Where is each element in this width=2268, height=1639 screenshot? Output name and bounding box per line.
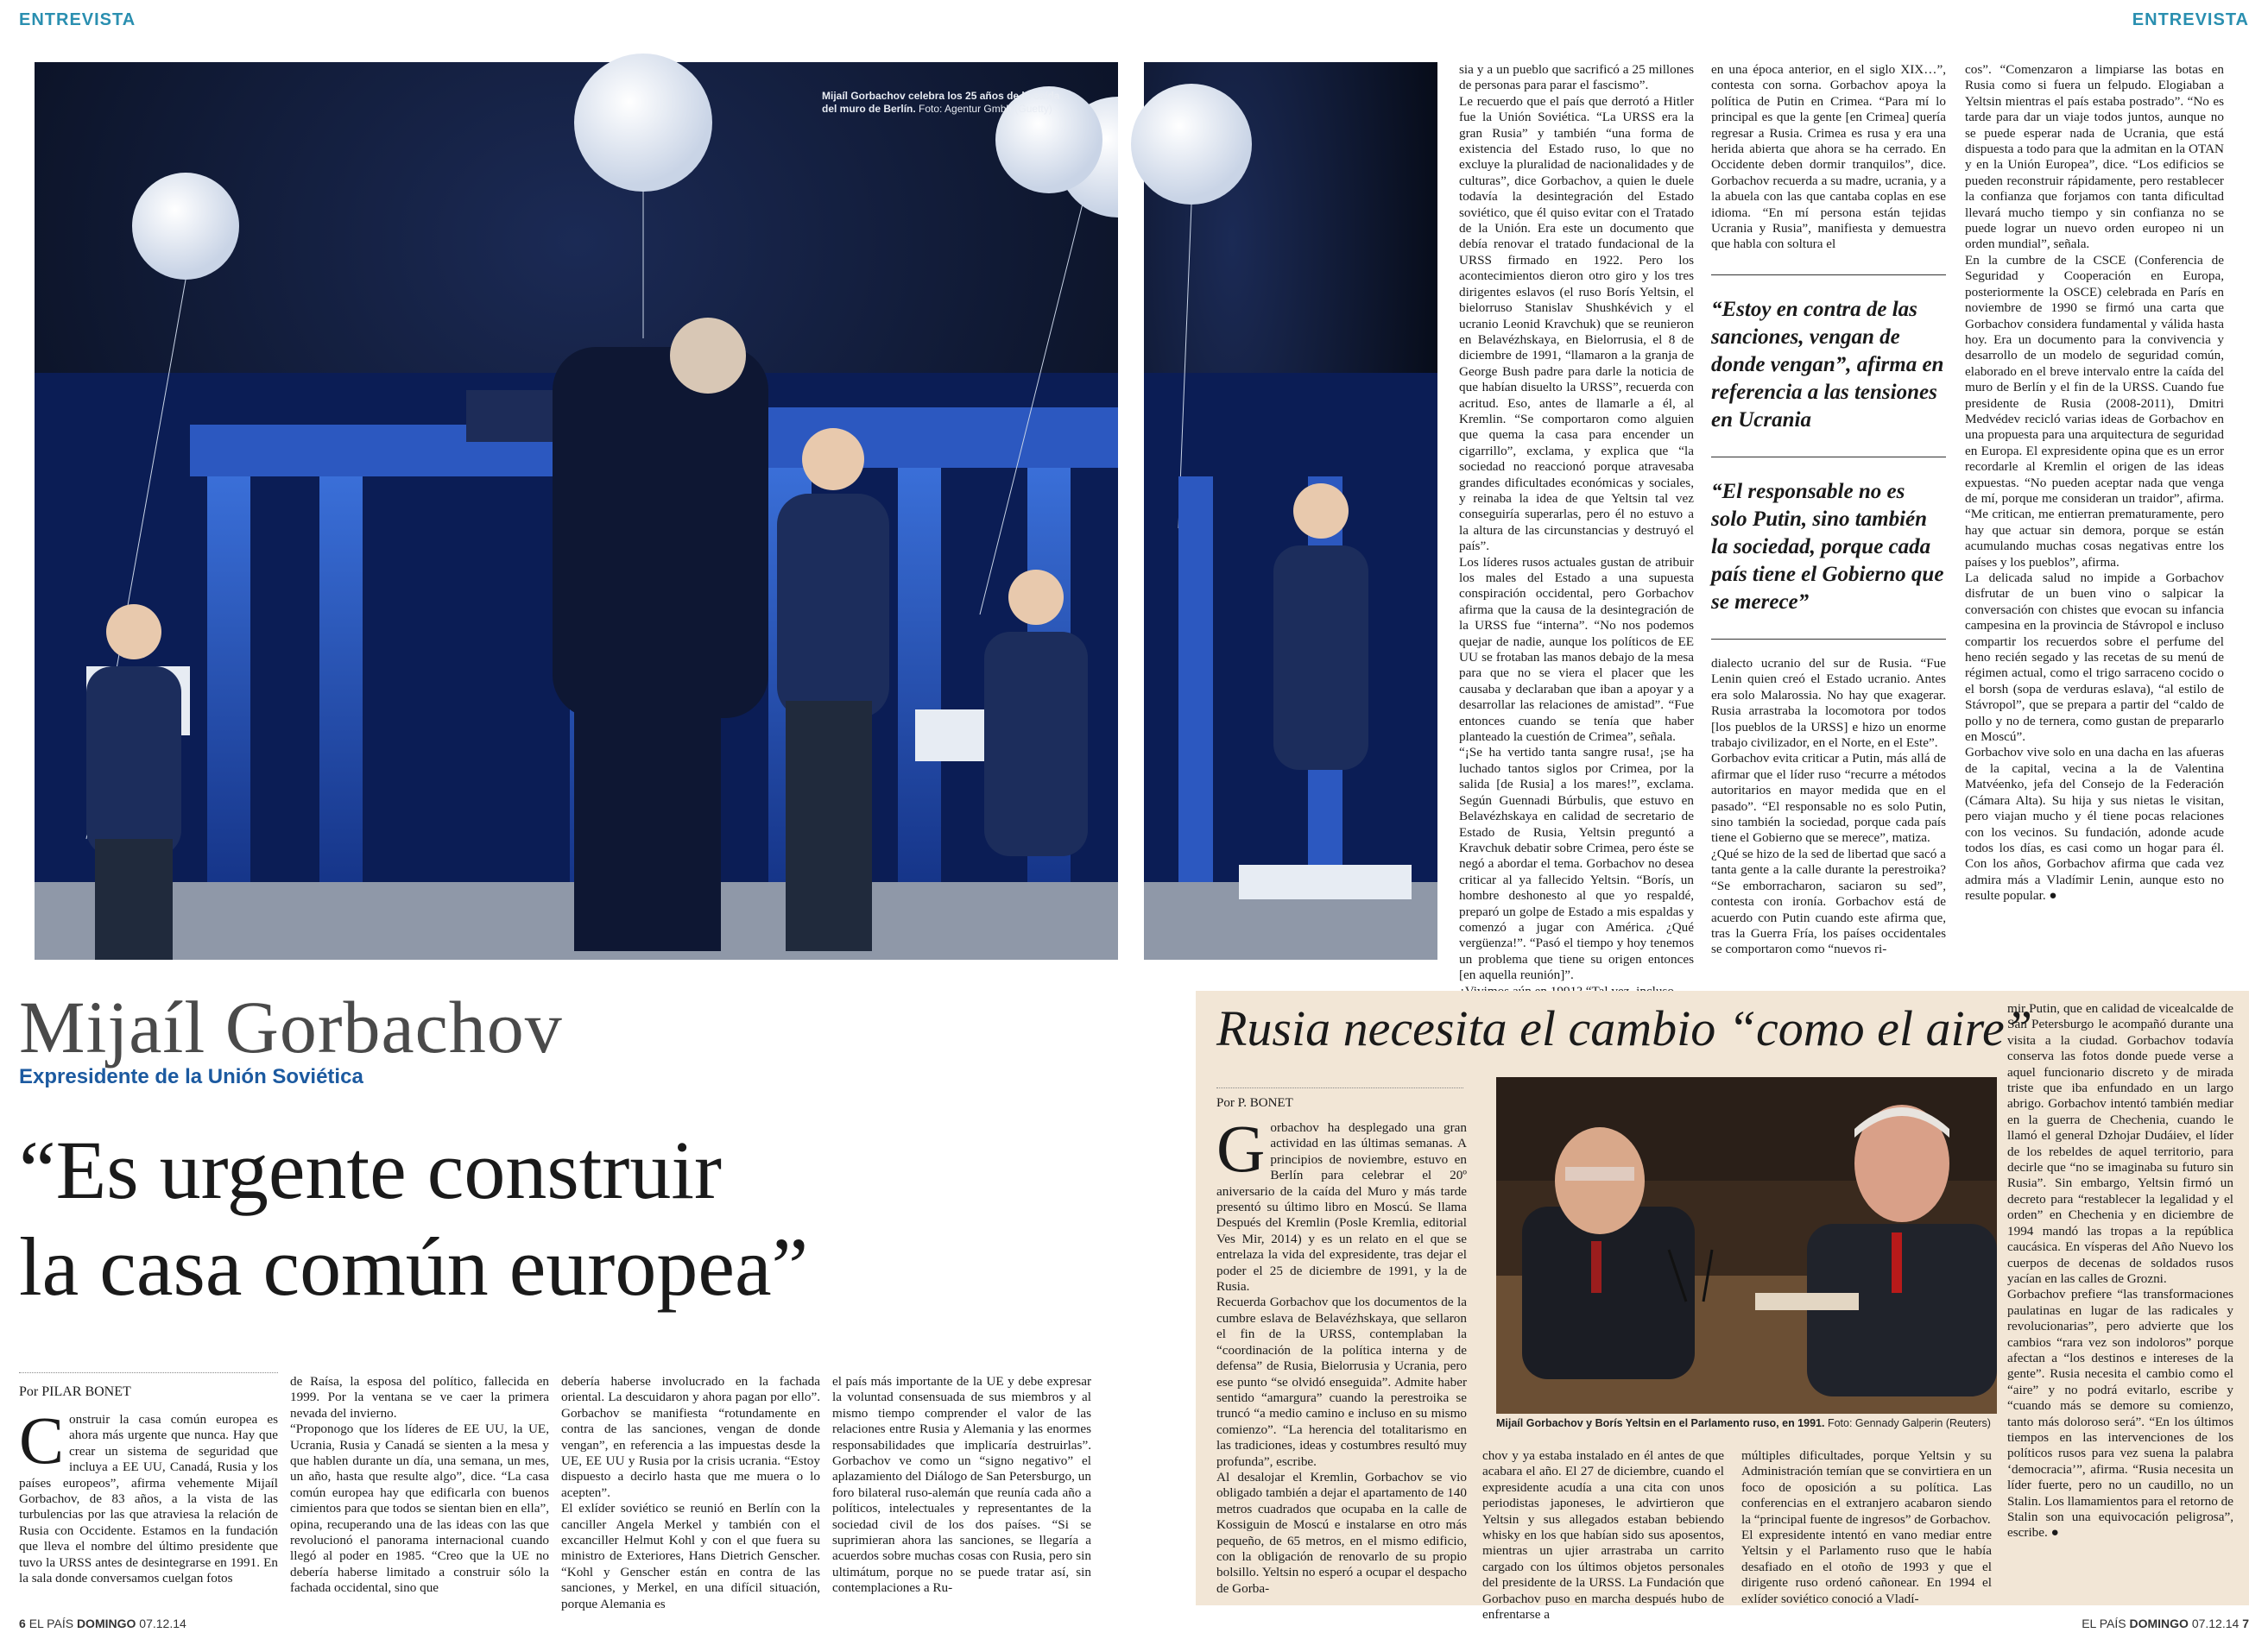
headline-line-1: “Es urgente construir — [19, 1124, 722, 1216]
footer-left-paper: EL PAÍS — [28, 1617, 74, 1630]
col-b-bottom-text: dialecto ucranio del sur de Rusia. “Fue Lenin quien creó el Estado ucranio. Antes era solo Malarossia. No hay que exagerar. Rusia arrastraba la locomotora por todos [los pueblos de la URSS] e hizo un enorme trabajo civilizador, en el Norte, en el Este”. Gorbachov evita criticar a Putin, más allá de afirmar que el líder ruso “recurre a métodos autoritarios en mayor medida que en el pasado”. “El responsable no es solo Putin, sino también la sociedad, porque cada país tiene el Gobierno que se merece”, matiza. ¿Qué se hizo de la sed de libertad que sacó a tanta gente a la calle durante la perestroika? “Se emborracharon, saciaron su sed”, contesta con ironía. Gorbachov está de acuerdo con Putin cuando este afirma que, tras la Guerra Fría, los países occidentales se comportaron como “nuevos ri- — [1711, 656, 1946, 957]
sidebar-photo-caption-credit: Foto: Gennady Galperin (Reuters) — [1827, 1417, 1991, 1429]
footer-right-date: 07.12.14 — [2191, 1617, 2240, 1630]
article-col-2 — [290, 1374, 549, 1619]
footer-left — [19, 1617, 186, 1630]
sidebar-dropcap: G — [1216, 1111, 1266, 1186]
sidebar-col-2 — [1482, 1448, 1724, 1623]
col-1-text: onstruir la casa común europea es ahora más urgente que nunca. Hay que crear un sistema de seguridad que incluya a EE UU, Canadá, Rusia y los países europeos”, afirma vehemente Mijaíl Gorbachov, de 83 años, a la vista de las turbulencias por las que atraviesa la relación de Rusia con Occidente. Estamos en la fundación que lleva el nombre del último presidente que tuvo la URSS antes de desintegrarse en 1991. En la sala donde conversamos cuelgan fotos — [19, 1412, 278, 1586]
col-b-top-text: en una época anterior, en el siglo XIX…”, contesta con sorna. Gorbachov apoya la política de Putin en Crimea. “Para mí lo principal es que la gente [en Crimea] quería regresar a Rusia. Crimea es rusa y era una herida abierta que ahora se ha cerrado. En Occidente deben dormir tranquilos”, dice. Gorbachov recuerda a su madre, ucrania, y a la abuela con las que cantaba coplas en ese idioma. “En mí persona están tejidas Ucrania y Rusia”, manifiesta y demuestra que habla con soltura el — [1711, 62, 1946, 252]
sidebar-photo-caption-bold: Mijaíl Gorbachov y Borís Yeltsin en el Parlamento ruso, en 1991. — [1496, 1417, 1825, 1429]
article-col-3 — [561, 1374, 820, 1619]
photo-gorbachov-yeltsin — [1496, 1077, 1997, 1414]
sidebar-photo-caption — [1496, 1417, 1997, 1429]
gutter — [1118, 52, 1144, 967]
main-photo — [35, 62, 1118, 960]
sidebar-box — [1196, 991, 2249, 1623]
sidebar-byline-rule — [1216, 1087, 1463, 1088]
sidebar-byline: Por P. BONET — [1216, 1096, 1293, 1110]
pull-quote-1: “Estoy en contra de las sanciones, vengan de donde vengan”, afirma en referencia a las tensiones en Ucrania — [1711, 298, 1944, 432]
footer-right — [2082, 1617, 2249, 1630]
byline-rule — [19, 1372, 278, 1373]
dropcap: C — [19, 1403, 65, 1478]
pull-quote-block — [1711, 274, 1946, 640]
footer-right-paper: EL PAÍS — [2082, 1617, 2126, 1630]
article-col-b-bottom — [1711, 656, 1946, 964]
col-3-text: debería haberse involucrado en la fachada oriental. La descuidaron y ahora pagan por ello”. Gorbachov se manifiesta “rotundamente en contra de las sanciones, vengan de donde vengan”, en referencia a las impuestas desde la UE, EE UU y Rusia por la crisis ucrania. “Estoy dispuesto a decirlo hasta que me muera o lo acepten”. El exlíder soviético se reunió en Berlín con la canciller Angela Merkel y también con el excanciller Helmut Kohl y con el que fuera su ministro de Exteriores, Hans Dietrich Genscher. “Kohl y Genscher están en contra de las sanciones, y Merkel, en una difícil situación, porque Alemania es — [561, 1374, 820, 1611]
headline-line-2: la casa común europea” — [19, 1220, 809, 1313]
quote-rule-bottom — [1711, 639, 1946, 640]
quote-rule-top — [1711, 274, 1946, 275]
headline — [19, 1122, 808, 1315]
sidebar-title: Rusia necesita el cambio “como el aire” — [1216, 1000, 2033, 1056]
interviewee-name: Mijaíl Gorbachov — [19, 986, 563, 1069]
byline: Por PILAR BONET — [19, 1384, 131, 1399]
photo-caption-bold: Mijaíl Gorbachov celebra los 25 años de la caída del muro de Berlín. — [822, 90, 1060, 115]
sidebar-photo — [1496, 1077, 1997, 1414]
article-col-a — [1459, 62, 1694, 983]
photo-gorbachov-berlin — [35, 62, 1118, 960]
footer-left-section: DOMINGO — [76, 1617, 136, 1630]
sidebar-col-1 — [1216, 1111, 1467, 1596]
main-photo-right — [1144, 62, 1437, 960]
article-col-b-top — [1711, 62, 1946, 250]
sidebar-col-3-text: múltiples dificultades, porque Yeltsin y su Administración temían que se convirtiera en un foco de oposición a su política. Las conferencias en el extranjero acabaron siendo la “principal fuente de ingresos” de Gorbachov. El expresidente intentó en vano mediar entre Yeltsin y el Parlamento ruso que le había desafiado en el otoño de 1993 y que el dirigente ruso ordenó cañonear. En 1994 el exlíder soviético conoció a Vladí- — [1741, 1448, 1992, 1606]
section-tag-left: ENTREVISTA — [19, 10, 136, 29]
article-col-c — [1965, 62, 2224, 964]
col-c-text: cos”. “Comenzaron a limpiarse las botas en Rusia como si fuera un felpudo. Elogiaban a Yeltsin mientras el país estaba postrado”. “No es tarde para dar un viaje todos juntos, aunque no se puede esperar nada de Ucrania, que está dispuesta a todo para que la admitan en la OTAN y en la Unión Europea”, dice. “Los edificios se pueden reconstruir rápidamente, pero restablecer la confianza que forjamos con tanta dificultad llevará mucho tiempo y sin confianza no se puede lograr un nuevo orden europeo ni un orden mundial”, señala. En la cumbre de la CSCE (Conferencia de Seguridad y Cooperación en Europa, posteriormente la OSCE) celebrada en París en noviembre de 1990 se firmó una carta que Gorbachov considera fundamental y válida hasta hoy. Era un documento para la convivencia y desarrollo de un modelo de seguridad común, elaborado en el breve intervalo entre la caída del muro de Berlín y el fin de la URSS. Cuando fue presidente de Rusia (2008-2011), Dmitri Medvédev recicló varias ideas de Gorbachov en una propuesta para una arquitectura de seguridad en Europa. El expresidente opina que es un error recordarle al Kremlin el origen de las ideas expuestas. “No pueden aceptar nada que venga de mí, porque me consideran un traidor”, afirma. “Me critican, me entierran prematuramente, pero hay que actuar sin demora, porque se están acumulando muchas cosas negativas entre los países y los pueblos”, afirma. La delicada salud no impide a Gorbachov disfrutar de un buen vino o salpicar la conversación con chistes que evocan su infancia campesina en la provincia de Stávropol e incluso compartir los recuerdos sobre el perfume del heno recién segado y las recetas de su menú de régimen actual, como el trigo sarraceno cocido o el borsh (sopa de verduras eslava), “al estilo de Stávropol”, que se prepara a partir del “caldo de pollo y no de ternera, como gustan de prepararlo en Moscú”. Gorbachov vive solo en una dacha en las afueras de la capital, vecina a la de Valentina Matvéenko, jefa del Consejo de la Federación (Cámara Alta). Su hija y sus nietas le visitan, pero viajan mucho y él tiene pocas relaciones con los vecinos. Su fundación, adonde acude todos los días, es casi como un hogar para él. Con los años, Gorbachov afirma que cada vez admira más a Vladímir Lenin, aunque esto no resulte popular. ● — [1965, 62, 2224, 904]
footer-right-page: 7 — [2242, 1617, 2249, 1630]
sidebar-col-4-text: mir Putin, que en calidad de vicealcalde de San Petersburgo le acompañó durante una visita a la ciudad. Gorbachov todavía conserva las fotos donde puede verse a aquel funcionario discreto y de mirada triste que iba enfundado en un largo abrigo. Gorbachov intentó también mediar en la guerra de Chechenia, cuando le llamó el general Dzhojar Dudáiev, el líder de los rebeldes de aquel territorio, para decirle que “no se imaginaba su futuro sin Rusia”. Sin embargo, Yeltsin firmó un decreto para “restablecer la legalidad y el orden” en Chechenia y en diciembre de 1994 mandó las tropas a la república caucásica. En vísperas del Año Nuevo los cuerpos de decenas de soldados rusos yacían en las calles de Grozni. Gorbachov prefiere “las transformaciones paulatinas en lugar de las radicales y revolucionarias”, pero advierte que los cambios “rara vez son indoloros” porque afectan a “los destinos e intereses de la gente”. Rusia necesita el cambio como el “aire” y no podrá evitarlo, escribe y “cuando más se demore su comienzo, tanto más doloroso será”. “En los últimos tiempos en las intervenciones de los políticos rusos para vez suena la palabra ‘democracia’”, afirma. “Rusia necesita un líder fuerte, pero no un caudillo, no un Stalin. Los llamamientos para el retorno de Stalin son una equivocación peligrosa”, escribe. ● — [2007, 1001, 2233, 1541]
footer-right-section: DOMINGO — [2129, 1617, 2189, 1630]
interviewee-subtitle: Expresidente de la Unión Soviética — [19, 1065, 363, 1088]
col-a-text: sia y a un pueblo que sacrificó a 25 millones de personas para parar el fascismo”. Le recuerdo que el país que derrotó a Hitler fue la Unión Soviética. “La URSS era la gran Rusia” y también “una forma de existencia del Estado ruso, lo que no excluye la pluralidad de nacionalidades y de culturas”, dice Gorbachov, a quien le duele todavía la desintegración del Estado soviético, que él quiso evitar con el Tratado de la Unión. Era este un documento que debía renovar el tratado fundacional de la URSS firmado en 1922. Pero los acontecimientos dieron otro giro y los tres dirigentes eslavos (el ruso Borís Yeltsin, el bielorruso Stanislav Shushkévich y el ucranio Leonid Kravchuk) que se reunieron en Belavézhskaya, en Bielorrusia, el 8 de diciembre de 1991, “llamaron a la granja de George Bush padre para darle la noticia de que habían disuelto la URSS”, recuerda con acritud. Eso, antes de llamarle a él, al Kremlin. “Se comportaron como alguien que quema la casa para encender un cigarrillo”, exclama, y explica que “la sociedad no reaccionó porque atravesaba grandes dificultades económicas y sociales, y reinaba la idea de que Yeltsin tal vez conseguiría superarlas, pero él no estuvo a la altura de las circunstancias y destruyó el país”. Los líderes rusos actuales gustan de atribuir los males del Estado a una supuesta conspiración occidental, pero Gorbachov afirma que la causa de la desintegración de la URSS fue “interna”. “No nos podemos quejar de nadie, aunque los políticos de EE UU se frotaban las manos debajo de la mesa para que no se viera el placer que les causaba y declaraban que iban a apoyar y a desarrollar las relaciones de amistad”. “Fue entonces cuando se tenía que haber planteado la cuestión de Crimea”, señala. “¡Se ha vertido tanta sangre rusa!, ¡se ha luchado tantos siglos por Crimea, por la salida [de Rusia] a los mares!”, exclama. Según Guennadi Búrbulis, que estuvo en Belavézhskaya en calidad de secretario de Estado de Rusia, Yeltsin preguntó a Kravchuk debatir sobre Crimea, pero éste se negó a abordar el tema. Gorbachov no desea criticar al ya fallecido Yeltsin. “Borís, un hombre deshonesto al que yo respaldé, preparó un golpe de Estado a mis espaldas y comenzó a jugar con América. ¿Qué vergüenza!”. “Pasó el tiempo y hoy tenemos un problema que tiene su origen entonces [en aquella reunión]”. — [1459, 62, 1694, 983]
pull-quote-2: “El responsable no es solo Putin, sino también la sociedad, porque cada país tiene el Gobierno que se merece” — [1711, 480, 1944, 614]
sidebar-col-1-text: orbachov ha desplegado una gran actividad en las últimas semanas. A principios de noviembre, estuvo en Berlín para celebrar el 20º aniversario de la caída del Muro y más tarde presentó su último libro en Moscú. Se llama Después del Kremlin (Posle Kremlia, editorial Ves Mir, 2014) y es un relato en el que se entrelaza la vida del expresidente, tras dejar el poder el 25 de diciembre de 1991, y la de Rusia. Recuerda Gorbachov que los documentos de la cumbre eslava de Belavézhskaya, que sellaron el fin de la URSS, contemplaban la “coordinación de la política interna y de defensa” de Rusia, Bielorrusia y Ucrania, pero ese punto “se olvidó enseguida”. Admite haber sentido “amargura” cuando la perestroika se truncó “a medio camino e incluso en su mismo comienzo”. “La herencia del totalitarismo en las tradiciones, ideas y costumbres resultó muy profunda”, escribe. Al desalojar el Kremlin, Gorbachov se vio obligado también a dejar el apartamento de 140 metros cuadrados que ocupaba en la calle de Kossiguin de Moscú e instalarse en otro más pequeño, de 65 metros, en el mismo edificio, con la obligación de renovarlo de su propio bolsillo. Yeltsin no esperó a ocupar el despacho de Gorba- — [1216, 1120, 1467, 1596]
article-col-1 — [19, 1403, 278, 1619]
footer-left-page: 6 — [19, 1617, 26, 1630]
col-4-text: el país más importante de la UE y debe expresar la voluntad consensuada de sus miembros y al mismo tiempo comprender el valor de las relaciones entre Rusia y Alemania y las enormes responsabilidades que implicaría destruirlas”. Gorbachov ve como un “signo negativo” el aplazamiento del Diálogo de San Petersburgo, un foro bilateral ruso-alemán que reunía cada año a políticos, intelectuales y representantes de la sociedad civil de los dos países. “Si se suprimieran ahora las sanciones, se llegaría a acuerdos sobre muchas cosas con Rusia, pero sin ultimátum, porque no se puede tratar así, sin contemplaciones a Ru- — [832, 1374, 1091, 1596]
photo-caption-credit: Foto: Agentur Gmbh (Guetty) — [919, 103, 1052, 115]
sidebar-col-3 — [1741, 1448, 1992, 1606]
article-col-4 — [832, 1374, 1091, 1619]
photo-caption — [822, 90, 1072, 116]
sidebar-col-4 — [2007, 1001, 2233, 1597]
sidebar-col-2-text: chov y ya estaba instalado en él antes de que acabara el año. El 27 de diciembre, cuando el expresidente acudía a una cita con unos periodistas japoneses, le advirtieron que Yeltsin y sus allegados estaban bebiendo whisky en los que habían sido sus aposentos, mientras un ujier arrastraba un carrito cargado con los últimos objetos personales del presidente de la URSS. La Fundación que Gorbachov puso en marcha después hubo de enfrentarse a — [1482, 1448, 1724, 1623]
footer-left-date: 07.12.14 — [139, 1617, 186, 1630]
col-2-text: de Raísa, la esposa del político, fallecida en 1999. Por la ventana se ve caer la primera nevada del invierno. “Proponogo que los líderes de EE UU, la UE, Ucrania, Rusia y Canadá se sienten a la mesa y que hablen durante un día, una semana, un mes, un año, hasta que resulte algo”, dice. “La casa común europea hay que edificarla con buenos cimientos para que todos se sientan bien en ella”, opina, recuperando una de las ideas con las que revolucionó el panorama internacional cuando llegó al poder en 1985. “Creo que la UE no debería haberse limitado a construir sólo la fachada occidental, sino que — [290, 1374, 549, 1596]
section-tag-right: ENTREVISTA — [2132, 10, 2249, 29]
